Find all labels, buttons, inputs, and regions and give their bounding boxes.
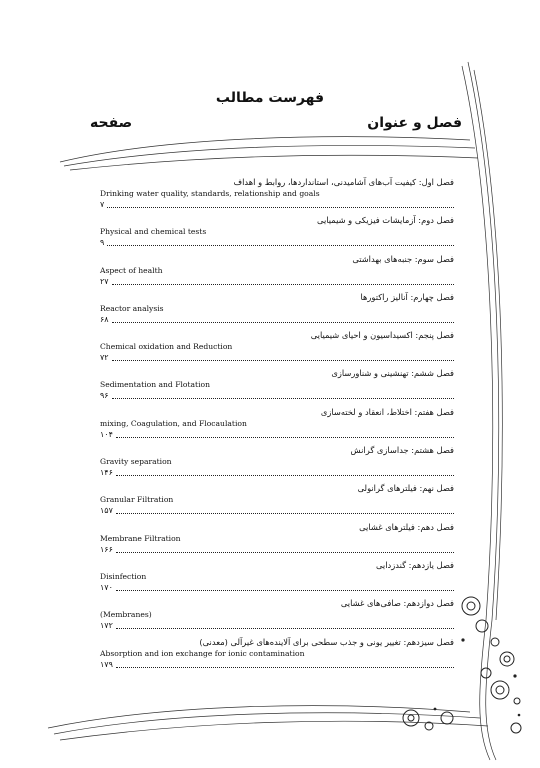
toc-entry[interactable]: [100, 329, 454, 367]
chapter-title-en: (Membranes): [100, 610, 152, 620]
chapter-title-fa: فصل یازدهم: گندزدایی: [376, 559, 454, 570]
dot-leader: [116, 628, 454, 629]
toc-entry[interactable]: [100, 559, 454, 597]
dot-leader: [112, 398, 454, 399]
column-header-chapter-title: فصل و عنوان: [367, 115, 462, 131]
toc-entry[interactable]: [100, 636, 454, 674]
toc-entry[interactable]: [100, 176, 454, 214]
dot-leader: [116, 590, 454, 591]
dot-leader: [116, 552, 454, 553]
toc-entry[interactable]: [100, 214, 454, 252]
page-number: ۱۷۲: [100, 621, 113, 631]
page-number: ۹۶: [100, 391, 109, 401]
dot-leader: [112, 360, 454, 361]
column-header-page: صفحه: [90, 115, 133, 131]
chapter-title-fa: فصل سیزدهم: تغییر یونی و جذب سطحی برای آلاینده‌های غیرآلی (معدنی): [199, 636, 454, 647]
page-number: ۷۲: [100, 353, 109, 363]
dot-leader: [107, 207, 454, 208]
chapter-title-en: mixing, Coagulation, and Flocaulation: [100, 418, 247, 428]
toc-entry[interactable]: [100, 406, 454, 444]
toc-entry[interactable]: [100, 597, 454, 635]
page-number: ۲۷: [100, 276, 109, 286]
dot-leader: [107, 245, 454, 246]
page-number: ۱۰۴: [100, 429, 113, 439]
chapter-title-fa: فصل دوم: آزمایشات فیزیکی و شیمیایی: [317, 215, 454, 226]
toc-entry[interactable]: [100, 367, 454, 405]
chapter-title-en: Granular Filtration: [100, 495, 174, 505]
page-number: ۱۷۰: [100, 582, 113, 592]
chapter-title-en: Sedimentation and Flotation: [100, 380, 210, 390]
chapter-title-fa: فصل ششم: تهنشینی و شناورسازی: [331, 368, 454, 379]
chapter-title-fa: فصل چهارم: آنالیز راکتورها: [360, 291, 454, 302]
chapter-title-fa: فصل دوازدهم: صافی‌های غشایی: [340, 598, 454, 609]
chapter-title-fa: فصل سوم: جنبه‌های بهداشتی: [352, 253, 454, 264]
dot-leader: [112, 322, 454, 323]
toc-entry[interactable]: [100, 444, 454, 482]
dot-leader: [116, 513, 454, 514]
page-number: ۷: [100, 200, 105, 209]
page-number: ۱۶۶: [100, 544, 113, 554]
toc-entry[interactable]: [100, 521, 454, 559]
toc-entry[interactable]: [100, 482, 454, 520]
chapter-title-en: Drinking water quality, standards, relationship and goals: [100, 189, 320, 198]
page-number: ۶۸: [100, 314, 109, 324]
dot-leader: [116, 475, 454, 476]
toc-entries: [100, 176, 454, 674]
chapter-title-en: Absorption and ion exchange for ionic contamination: [100, 648, 305, 658]
chapter-title-fa: فصل هشتم: جداسازی گرانش: [350, 445, 454, 456]
toc-title: فهرست مطالب: [215, 90, 325, 106]
chapter-title-en: Aspect of health: [100, 265, 163, 275]
toc-entry[interactable]: [100, 253, 454, 291]
chapter-title-en: Reactor analysis: [100, 303, 164, 313]
dot-leader: [116, 667, 454, 668]
chapter-title-en: Gravity separation: [100, 457, 172, 467]
chapter-title-fa: فصل هفتم: اختلاط، انعقاد و لخته‌سازی: [320, 406, 454, 417]
toc-entry[interactable]: [100, 291, 454, 329]
page-number: ۱۵۷: [100, 506, 113, 516]
chapter-title-fa: فصل اول: کیفیت آب‌های آشامیدنی، استانداردها، روابط و اهداف: [233, 177, 454, 187]
chapter-title-fa: فصل دهم: فیلترهای غشایی: [359, 521, 454, 532]
chapter-title-en: Physical and chemical tests: [100, 227, 207, 237]
page-number: ۱۷۹: [100, 659, 113, 669]
page-number: ۱۴۶: [100, 468, 113, 478]
page-number: ۹: [100, 238, 105, 248]
dot-leader: [112, 284, 454, 285]
chapter-title-en: Membrane Filtration: [100, 533, 181, 543]
chapter-title-fa: فصل نهم: فیلترهای گرانولی: [357, 483, 454, 494]
chapter-title-en: Chemical oxidation and Reduction: [100, 342, 233, 352]
chapter-title-en: Disinfection: [100, 571, 147, 581]
dot-leader: [116, 437, 454, 438]
chapter-title-fa: فصل پنجم: اکسیداسیون و احیای شیمیایی: [310, 330, 454, 341]
